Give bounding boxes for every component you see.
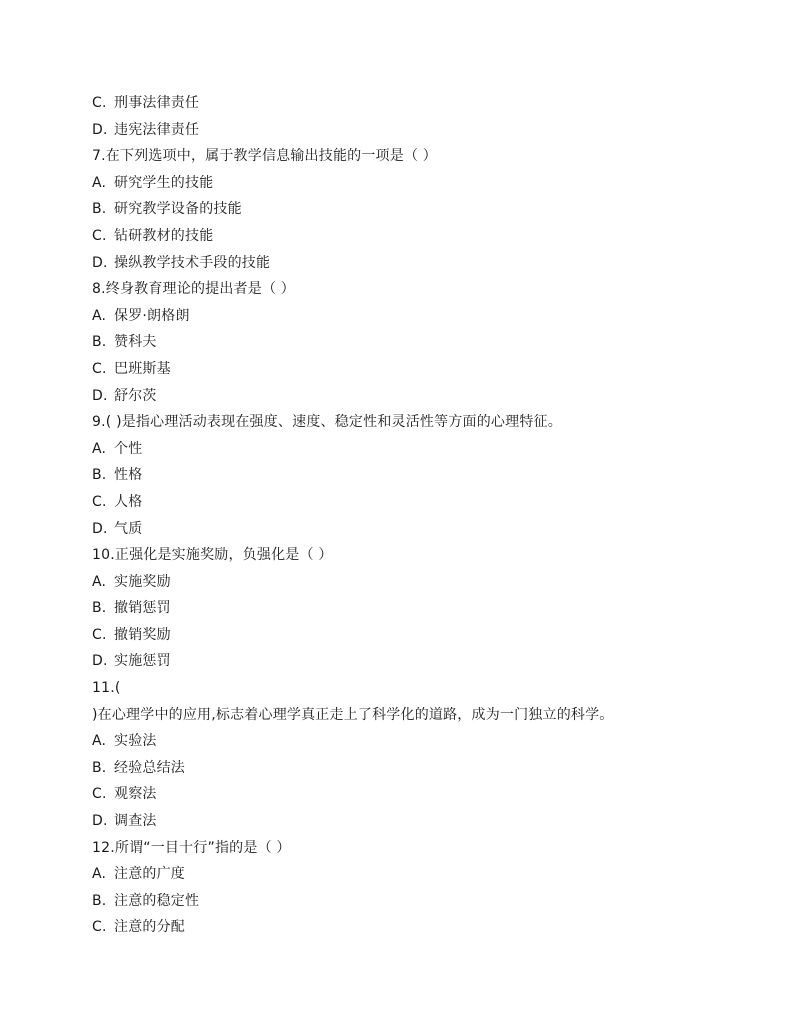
answer-option [92,383,712,410]
option-text: 刑事法律责任 [114,95,200,111]
answer-option [92,356,712,383]
option-text: 违宪法律责任 [114,121,200,138]
option-text: 钻研教材的技能 [114,227,214,244]
answer-option [92,648,712,675]
option-letter: C. [92,227,107,244]
option-text: 调查法 [114,813,157,830]
option-text: 舒尔茨 [114,387,157,404]
answer-option [92,90,712,117]
option-text: 注意的分配 [114,919,185,936]
answer-option [92,888,712,915]
option-text: 研究教学设备的技能 [114,201,242,218]
answer-option [92,250,712,277]
answer-option [92,436,712,463]
option-text: 性格 [114,467,143,484]
answer-option [92,516,712,543]
option-letter: C. [92,493,107,510]
question-text: 10.正强化是实施奖励，负强化是（ ） [92,547,333,564]
option-letter: D. [92,254,108,271]
option-letter: A. [92,440,107,457]
answer-option [92,861,712,888]
option-text: 实施惩罚 [114,653,171,670]
answer-option [92,914,712,941]
answer-option [92,329,712,356]
option-text: 实施奖励 [114,573,171,590]
question-stem [92,835,712,862]
answer-option [92,117,712,144]
option-letter: C. [92,786,107,803]
option-letter: D. [92,653,108,670]
answer-option [92,489,712,516]
answer-option [92,728,712,755]
answer-option [92,808,712,835]
option-letter: D. [92,387,108,404]
answer-option [92,755,712,782]
option-letter: C. [92,626,107,643]
question-text: 11.( [92,680,121,697]
option-text: 人格 [114,493,143,510]
answer-option [92,781,712,808]
answer-option [92,622,712,649]
option-letter: A. [92,866,107,883]
option-text: 撤销惩罚 [114,600,171,617]
answer-option [92,196,712,223]
question-text: )在心理学中的应用,标志着心理学真正走上了科学化的道路，成为一门独立的科学。 [92,706,614,723]
option-letter: C. [92,95,107,111]
question-text: 12.所谓“一目十行”指的是（ ） [92,839,291,856]
option-letter: B. [92,892,107,909]
option-text: 实验法 [114,733,157,750]
answer-option [92,462,712,489]
question-text: 8.终身教育理论的提出者是（ ） [92,281,296,298]
option-letter: B. [92,334,107,351]
option-letter: C. [92,360,107,377]
question-stem [92,542,712,569]
option-text: 气质 [114,520,143,537]
option-letter: D. [92,121,108,138]
question-text: 7.在下列选项中，属于教学信息输出技能的一项是（ ） [92,148,438,165]
option-text: 撤销奖励 [114,626,171,643]
option-text: 注意的稳定性 [114,892,200,909]
answer-option [92,595,712,622]
option-text: 经验总结法 [114,759,185,776]
option-letter: D. [92,813,108,830]
option-letter: C. [92,919,107,936]
option-text: 赞科夫 [114,334,157,351]
question-stem [92,702,712,729]
answer-option [92,170,712,197]
question-stem [92,675,712,702]
option-letter: B. [92,759,107,776]
option-text: 研究学生的技能 [114,174,214,191]
question-list [92,90,712,941]
option-text: 观察法 [114,786,157,803]
option-letter: B. [92,201,107,218]
question-stem [92,409,712,436]
option-letter: B. [92,600,107,617]
option-letter: A. [92,733,107,750]
option-letter: A. [92,174,107,191]
option-text: 保罗·朗格朗 [114,307,190,324]
question-text: 9.( )是指心理活动表现在强度、速度、稳定性和灵活性等方面的心理特征。 [92,414,562,431]
option-text: 操纵教学技术手段的技能 [114,254,271,271]
option-text: 巴班斯基 [114,360,171,377]
option-letter: B. [92,467,107,484]
option-text: 注意的广度 [114,866,185,883]
question-stem [92,143,712,170]
answer-option [92,223,712,250]
answer-option [92,569,712,596]
option-letter: A. [92,307,107,324]
answer-option [92,303,712,330]
option-letter: A. [92,573,107,590]
option-letter: D. [92,520,108,537]
question-stem [92,276,712,303]
option-text: 个性 [114,440,143,457]
